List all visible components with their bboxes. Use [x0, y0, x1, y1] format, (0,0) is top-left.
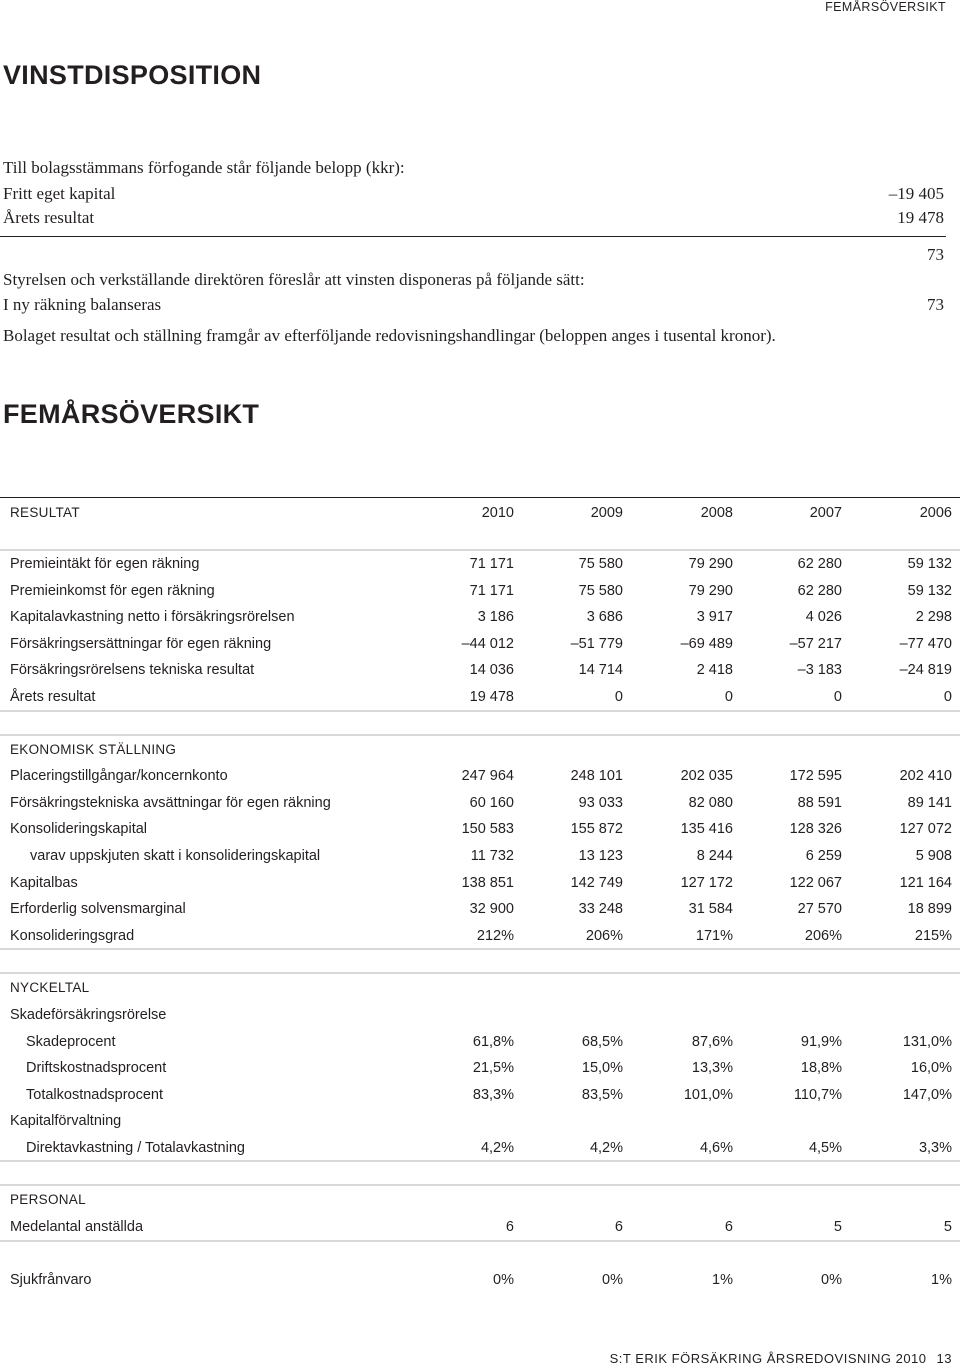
running-header: FEMÅRSÖVERSIKT	[825, 0, 946, 14]
cell: 206%	[585, 927, 623, 944]
table-header-row	[0, 497, 960, 528]
cell: 19 478	[469, 688, 514, 705]
cell: –44 012	[461, 635, 514, 652]
cell: 87,6%	[691, 1033, 733, 1050]
section-row	[0, 1186, 960, 1213]
cell: 79 290	[688, 582, 733, 599]
vinst-balance-value: 73	[927, 295, 944, 314]
page-footer	[610, 1351, 952, 1366]
vinst-row-value: –19 405	[888, 184, 944, 203]
cell: 0	[614, 688, 623, 705]
cell: 83,3%	[472, 1086, 514, 1103]
table-row	[0, 1266, 960, 1293]
table-row	[0, 1054, 960, 1081]
year-header: 2008	[700, 505, 733, 521]
year-header: 2007	[809, 505, 842, 521]
row-label: Försäkringsersättningar för egen räkning	[10, 635, 272, 652]
section-row	[0, 974, 960, 1001]
cell: 172 595	[789, 768, 842, 785]
section-title-resultat: RESULTAT	[10, 505, 80, 520]
table-row	[0, 1134, 960, 1161]
cell: 33 248	[578, 901, 623, 918]
table-row	[0, 922, 960, 949]
table-row	[0, 656, 960, 683]
cell: 91,9%	[800, 1033, 842, 1050]
cell: 71 171	[469, 582, 514, 599]
cell: 0%	[493, 1272, 514, 1289]
row-label: Konsolideringskapital	[10, 821, 148, 838]
cell: 6	[505, 1219, 514, 1236]
vinst-intro: Till bolagsstämmans förfogande står följande belopp (kkr):	[3, 158, 405, 177]
table-row	[0, 842, 960, 869]
table-row	[0, 683, 960, 710]
cell: 247 964	[461, 768, 514, 785]
cell: 71 171	[469, 556, 514, 572]
row-label: varav uppskjuten skatt i konsolideringskapital	[30, 847, 321, 864]
cell: 5 908	[915, 847, 952, 864]
table-row	[0, 1213, 960, 1240]
table-row	[0, 762, 960, 789]
vinst-row-label: Årets resultat	[3, 208, 95, 227]
cell: 88 591	[797, 794, 842, 811]
section-row	[0, 736, 960, 763]
cell: 2 298	[915, 609, 952, 626]
cell: 4,6%	[699, 1139, 733, 1156]
femar-title: FEMÅRSÖVERSIKT	[3, 399, 260, 429]
row-label: Försäkringstekniska avsättningar för egen räkning	[10, 794, 331, 811]
cell: 4,2%	[480, 1139, 514, 1156]
vinst-proposal: Styrelsen och verkställande direktören föreslår att vinsten disponeras på följande sätt:	[3, 270, 585, 289]
cell: 5	[943, 1219, 952, 1236]
cell: –24 819	[899, 662, 952, 679]
vinst-row-value: 19 478	[897, 208, 944, 227]
cell: 0%	[602, 1272, 623, 1289]
cell: 127 172	[680, 874, 733, 891]
cell: –57 217	[789, 635, 842, 652]
table-row	[0, 577, 960, 604]
cell: 18 899	[907, 901, 952, 918]
row-label: Skadeprocent	[26, 1033, 116, 1050]
cell: 16,0%	[910, 1060, 952, 1077]
page-number: 13	[936, 1351, 952, 1366]
cell: 171%	[695, 927, 733, 944]
cell: 0%	[821, 1272, 842, 1289]
cell: 83,5%	[581, 1086, 623, 1103]
row-label: Kapitalbas	[10, 874, 78, 891]
cell: 6 259	[805, 847, 842, 864]
section-title-nyckeltal: NYCKELTAL	[10, 980, 90, 996]
cell: 27 570	[797, 901, 842, 918]
cell: 2 418	[696, 662, 733, 679]
cell: 138 851	[461, 874, 514, 891]
cell: 155 872	[570, 821, 623, 838]
cell: 13,3%	[691, 1060, 733, 1077]
cell: –3 183	[797, 662, 842, 679]
cell: 8 244	[696, 847, 733, 864]
cell: 3 186	[477, 609, 514, 626]
row-label: Totalkostnadsprocent	[26, 1086, 164, 1103]
row-label: Driftskostnadsprocent	[26, 1060, 167, 1077]
cell: 79 290	[688, 556, 733, 572]
cell: 206%	[804, 927, 842, 944]
table-row	[0, 1028, 960, 1055]
cell: 135 416	[680, 821, 733, 838]
vinst-note: Bolaget resultat och ställning framgår av efterföljande redovisningshandlingar (beloppen anges i tusental kronor).	[3, 326, 776, 345]
subsection-row	[0, 1107, 960, 1134]
cell: 14 714	[578, 662, 623, 679]
table-row	[0, 630, 960, 657]
cell: 121 164	[899, 874, 952, 891]
cell: 62 280	[797, 556, 842, 572]
cell: 21,5%	[472, 1060, 514, 1077]
cell: 5	[833, 1219, 842, 1236]
cell: 75 580	[578, 556, 623, 572]
cell: 15,0%	[581, 1060, 623, 1077]
cell: 101,0%	[683, 1086, 733, 1103]
cell: 60 160	[469, 794, 514, 811]
cell: 147,0%	[902, 1086, 952, 1103]
cell: 18,8%	[800, 1060, 842, 1077]
subsection-row	[0, 1001, 960, 1028]
row-label: Premieinkomst för egen räkning	[10, 582, 215, 599]
cell: 248 101	[570, 768, 623, 785]
row-label: Placeringstillgångar/koncernkonto	[10, 768, 228, 785]
cell: 127 072	[899, 821, 952, 838]
cell: –69 489	[680, 635, 733, 652]
cell: 3,3%	[918, 1139, 952, 1156]
cell: 128 326	[789, 821, 842, 838]
cell: 0	[943, 688, 952, 705]
cell: –51 779	[570, 635, 623, 652]
cell: 0	[724, 688, 733, 705]
cell: 150 583	[461, 821, 514, 838]
cell: 11 732	[470, 847, 514, 864]
table-row	[0, 789, 960, 816]
cell: 14 036	[469, 662, 514, 679]
cell: 89 141	[907, 794, 952, 811]
row-label: Premieintäkt för egen räkning	[10, 556, 200, 572]
cell: 75 580	[578, 582, 623, 599]
row-label: Konsolideringsgrad	[10, 927, 135, 944]
table-row	[0, 815, 960, 842]
cell: 68,5%	[581, 1033, 623, 1050]
row-label: Erforderlig solvensmarginal	[10, 901, 186, 918]
cell: 202 410	[899, 768, 952, 785]
vinst-balance-label: I ny räkning balanseras	[3, 295, 162, 314]
subsection-label: Skadeförsäkringsrörelse	[10, 1006, 167, 1023]
cell: 93 033	[578, 794, 623, 811]
year-header: 2006	[919, 505, 952, 521]
cell: 202 035	[680, 768, 733, 785]
cell: 110,7%	[793, 1086, 842, 1103]
cell: 32 900	[469, 901, 514, 918]
row-label: Direktavkastning / Totalavkastning	[26, 1139, 245, 1156]
cell: 59 132	[907, 582, 952, 599]
cell: 3 917	[696, 609, 733, 626]
vinst-sum: 73	[927, 245, 944, 264]
five-year-table	[0, 497, 960, 1293]
vinst-row-label: Fritt eget kapital	[3, 184, 116, 203]
cell: 1%	[931, 1272, 952, 1289]
section-title-ekonomisk: EKONOMISK STÄLLNING	[10, 741, 177, 757]
cell: 13 123	[578, 847, 623, 864]
cell: 131,0%	[902, 1033, 952, 1050]
cell: 1%	[712, 1272, 733, 1289]
footer-text: S:T ERIK FÖRSÄKRING ÅRSREDOVISNING 2010	[609, 1351, 927, 1366]
cell: 62 280	[797, 582, 842, 599]
cell: 3 686	[586, 609, 623, 626]
table-row	[0, 1081, 960, 1108]
row-label: Årets resultat	[10, 688, 96, 705]
cell: 82 080	[688, 794, 733, 811]
year-header: 2009	[590, 505, 623, 521]
cell: 61,8%	[472, 1033, 514, 1050]
cell: 6	[724, 1219, 733, 1236]
vinst-title: VINSTDISPOSITION	[3, 60, 262, 90]
cell: 31 584	[688, 901, 733, 918]
cell: 4 026	[805, 609, 842, 626]
cell: –77 470	[899, 635, 952, 652]
section-title-personal: PERSONAL	[10, 1192, 86, 1208]
divider	[0, 236, 946, 237]
cell: 59 132	[907, 556, 952, 572]
cell: 4,2%	[589, 1139, 623, 1156]
cell: 212%	[476, 927, 514, 944]
cell: 6	[614, 1219, 623, 1236]
cell: 142 749	[570, 874, 623, 891]
table-row	[0, 550, 960, 577]
year-header: 2010	[481, 505, 514, 521]
table-row	[0, 895, 960, 922]
table-row	[0, 869, 960, 896]
row-label: Sjukfrånvaro	[10, 1272, 92, 1289]
row-label: Försäkringsrörelsens tekniska resultat	[10, 662, 255, 679]
cell: 0	[833, 688, 842, 705]
table-row	[0, 603, 960, 630]
row-label: Medelantal anställda	[10, 1219, 144, 1236]
row-label: Kapitalavkastning netto i försäkringsrörelsen	[10, 609, 295, 626]
cell: 215%	[914, 927, 952, 944]
cell: 122 067	[789, 874, 842, 891]
subsection-label: Kapitalförvaltning	[10, 1113, 122, 1130]
cell: 4,5%	[808, 1139, 842, 1156]
